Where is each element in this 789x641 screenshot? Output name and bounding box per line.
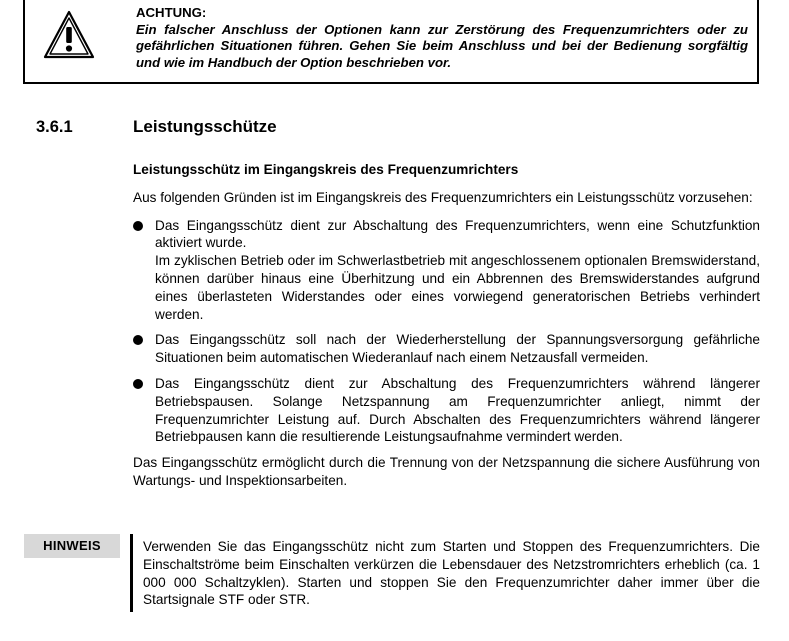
main-content [133,161,760,500]
bullet-item [133,217,760,324]
bullet-icon [133,221,143,231]
bullet-extra-text: Im zyklischen Betrieb oder im Schwerlastbetrieb mit angeschlossenem optionalen Bremswiderstand, können darüber hinaus eine Überhitzung und ein Abbrennen des Bremswiderstandes aufgrund eines überlasteten Widerstandes oder eines vorwiegend generatorischen Betriebs verhindert werden. [155,253,760,322]
bullet-item [133,331,760,367]
warning-title: ACHTUNG: [136,5,207,20]
subheading: Leistungsschütz im Eingangskreis des Frequenzumrichters [133,162,519,177]
section-number: 3.6.1 [36,118,73,136]
warning-text-block [136,5,748,71]
bullet-text: Das Eingangsschütz dient zur Abschaltung des Frequenzumrichters, wenn eine Schutzfunktion aktiviert wurde. [155,217,760,251]
bullet-item [133,375,760,446]
bullet-icon [133,335,143,345]
warning-body: Ein falscher Anschluss der Optionen kann zur Zerstörung des Frequenzumrichters oder zu gefährlichen Situationen führen. Gehen Sie beim Anschluss und bei der Bedienung sorgfältig und wie im Handbuch der Option beschrieben vor. [136,21,748,70]
note-text: Verwenden Sie das Eingangsschütz nicht zum Starten und Stoppen des Frequenzumrichters. Die Einschaltströme beim Einschalten verkürzen die Lebensdauer des Netzstromrichters erheblich (ca. 1 000 000 Schaltzyklen). Starten und stoppen Sie den Frequenzumrichter daher immer über die Startsignale STF oder STR. [143,539,760,608]
bullet-text: Das Eingangsschütz dient zur Abschaltung des Frequenzumrichters während längerer Betriebspausen. Solange Netzspannung am Frequenzumrichter anliegt, nimmt der Frequenzumrichter Leistung auf. Durch Abschalten des Frequenzumrichters während längerer Betriebpausen kann die resultierende Leistungsaufnahme vermindert werden. [155,375,760,445]
note-label: HINWEIS [24,534,120,558]
warning-triangle-icon [42,9,96,61]
closing-paragraph: Das Eingangsschütz ermöglicht durch die Trennung von der Netzspannung die sichere Ausführung von Wartungs- und Inspektionsarbeiten. [133,455,760,488]
bullet-text: Das Eingangsschütz soll nach der Wiederherstellung der Spannungsversorgung gefährliche Situationen beim automatischen Wiederanlauf nach einem Netzausfall vermeiden. [155,332,760,366]
section-title: Leistungsschütze [133,117,277,136]
intro-paragraph: Aus folgenden Gründen ist im Eingangskreis des Frequenzumrichters ein Leistungsschütz vorzusehen: [133,189,753,205]
bullet-icon [133,379,143,389]
warning-box [23,0,759,84]
note-divider [130,534,133,612]
